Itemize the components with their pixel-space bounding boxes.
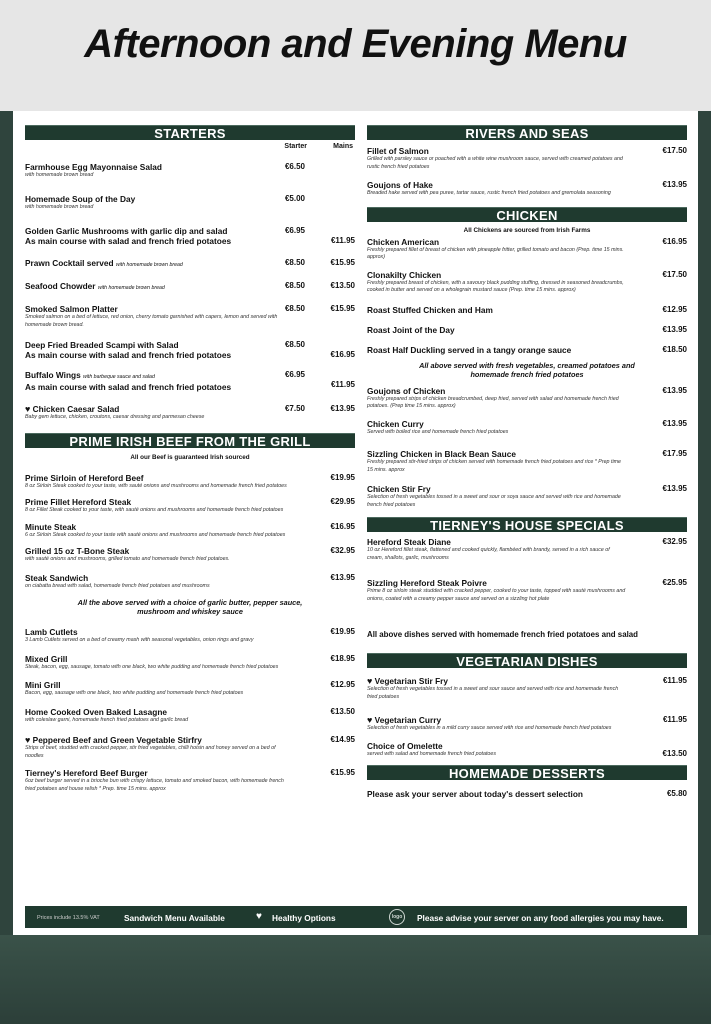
- specials-header: TIERNEY'S HOUSE SPECIALS: [367, 517, 687, 532]
- healthy-heart-icon: ♥: [367, 676, 373, 686]
- right-column: [367, 125, 687, 799]
- menu-item: Chicken Curry Served with boiled rice and homemade french fried potatoes €13.95: [367, 418, 687, 435]
- menu-item: Choice of Omelette served with salad and homemade french fried potatoes €13.50: [367, 740, 687, 758]
- menu-item: Steak Sandwich on ciabatta bread with salad, homemade french fried potatoes and mushrooms €13.95: [25, 572, 355, 589]
- healthy-heart-icon: ♥: [367, 715, 373, 725]
- menu-item: Hereford Steak Diane 10 oz Hereford fillet steak, flattened and cooked quickly, flambéed with brandy, served in a rich sauce of cream, shallots, garlic, mushrooms €32.95: [367, 537, 687, 561]
- menu-item: Prime Fillet Hereford Steak 8 oz Fillet Steak cooked to your taste, with sauté onions and mushrooms and homemade french fried potatoes €29.95: [25, 497, 355, 513]
- sandwich-menu-note: Sandwich Menu Available: [124, 913, 225, 923]
- menu-item: Chicken American Freshly prepared fillet of breast of chicken with pineapple fritter, grilled tomato and bacon (Prep. time 15 mins. approx) €16.95: [367, 236, 687, 260]
- healthy-heart-icon: ♥: [25, 735, 31, 745]
- left-column: [25, 125, 355, 793]
- menu-item: Minute Steak 6 oz Sirloin Steak cooked to your taste with sauté onions and mushrooms and homemade french fried potatoes €16.95: [25, 521, 355, 538]
- menu-item: Roast Stuffed Chicken and Ham €12.95: [367, 304, 687, 315]
- bottom-band: [0, 935, 711, 1024]
- menu-card: [13, 111, 698, 935]
- healthy-options-note: Healthy Options: [272, 913, 336, 923]
- menu-item: Mixed Grill Steak, bacon, egg, sausage, tomato with one black, two white pudding and homemade french fried potatoes €18.95: [25, 653, 355, 670]
- menu-item: Mini Grill Bacon, egg, sausage with one black, two white pudding and homemade french fried potatoes €12.95: [25, 680, 355, 696]
- chicken-header: CHICKEN: [367, 207, 687, 222]
- menu-item: ♥ Chicken Caesar Salad Baby gem lettuce, chicken, croutons, caesar dressing and parmesan cheese €7.50 €13.95: [25, 404, 355, 420]
- menu-item: Farmhouse Egg Mayonnaise Salad with homemade brown bread €6.50: [25, 162, 305, 178]
- page-title: Afternoon and Evening Menu: [84, 22, 627, 66]
- menu-item: Prawn Cocktail served with homemade brown bread €8.50 €15.95: [25, 258, 355, 268]
- menu-item: Grilled 15 oz T-Bone Steak with sauté onions and mushrooms, grilled tomato and homemade french fried potatoes. €32.95: [25, 546, 355, 562]
- menu-item: ♥ Vegetarian Curry Selection of fresh vegetables in a mild curry sauce served with rice and homemade french fried potatoes €11.95: [367, 715, 687, 731]
- menu-item: Clonakilty Chicken Freshly prepared breast of chicken, with a savoury black pudding stuffing, dressed in seasoned breadcrumbs, cooked in butter and served on a wholegrain mustard sauce (Prep. time 15 mins. approx) €17.50: [367, 269, 687, 293]
- menu-item: Deep Fried Breaded Scampi with Salad As main course with salad and french fried potatoes €8.50 €16.95: [25, 340, 355, 360]
- footer-strip: [25, 906, 687, 928]
- beef-note: All our Beef is guaranteed Irish sourced: [130, 453, 250, 461]
- menu-item: Tierney's Hereford Beef Burger 6oz beef burger served in a brioche bun with crispy lettuce, tomato and smoked bacon, with homemade french fried potatoes and house relish * Prep. time 15 mins. approx €15.95: [25, 768, 355, 792]
- menu-item: ♥ Peppered Beef and Green Vegetable Stirfry Strips of beef, studded with cracked pepper, stir fried vegetables, chilli hoisin and honey served on a bed of noodles €14.95: [25, 735, 355, 759]
- healthy-heart-icon: ♥: [25, 404, 31, 414]
- menu-item: Homemade Soup of the Day with homemade brown bread €5.00: [25, 193, 305, 210]
- menu-item: Goujons of Hake Breaded hake served with pea puree, tartar sauce, rustic french fried potatoes and gremolata seasoning €13.95: [367, 180, 687, 196]
- chicken-served-note: All above served with fresh vegetables, creamed potatoes and homemade french fried potatoes: [419, 360, 635, 379]
- vegetarian-header: VEGETARIAN DISHES: [367, 653, 687, 668]
- menu-item: Sizzling Chicken in Black Bean Sauce Freshly prepared stir-fried strips of chicken served with homemade french fried potatoes and rice * Prep time 15 mins. approx €17.95: [367, 449, 687, 473]
- allergy-note: Please advise your server on any food allergies you may have.: [417, 913, 664, 923]
- chicken-note: All Chickens are sourced from Irish Farms: [463, 226, 591, 234]
- menu-item: ♥ Vegetarian Stir Fry Selection of fresh vegetables tossed in a sweet and sour sauce and served with rice and homemade french fried potatoes €11.95: [367, 676, 687, 700]
- heart-icon: ♥: [256, 911, 262, 922]
- menu-item: Chicken Stir Fry Selection of fresh vegetables tossed in a sweet and sour or soya sauce and served with rice and homemade french fried potatoes €13.95: [367, 484, 687, 508]
- rivers-header: RIVERS AND SEAS: [367, 125, 687, 140]
- menu-item: Lamb Cutlets 3 Lamb Cutlets served on a bed of creamy mash with seasonal vegetables, onion rings and gravy €19.95: [25, 627, 355, 643]
- menu-item: Please ask your server about today's dessert selection €5.80: [367, 789, 687, 799]
- vat-note: Prices include 13.5% VAT: [37, 915, 100, 921]
- menu-item: Sizzling Hereford Steak Poivre Prime 8 oz sirloin steak studded with cracked pepper, cooked to your taste, topped with sauté mushrooms and onions, coated with a creamy pepper sauce and served on a sizzling hot plate €25.95: [367, 578, 687, 602]
- beef-header: PRIME IRISH BEEF FROM THE GRILL: [25, 433, 355, 448]
- specials-note: All above dishes served with homemade french fried potatoes and salad: [367, 630, 638, 639]
- mains-column-label: Mains: [333, 143, 353, 150]
- menu-item: Smoked Salmon Platter Smoked salmon on a bed of lettuce, red onion, cherry tomato garnished with capers, lemon and served with homemade brown bread. €8.50 €15.95: [25, 304, 355, 328]
- menu-item: Golden Garlic Mushrooms with garlic dip and salad As main course with salad and french fried potatoes €6.95 €11.95: [25, 226, 355, 246]
- menu-item: Roast Half Duckling served in a tangy orange sauce €18.50: [367, 344, 687, 355]
- menu-item: Buffalo Wings with barbeque sauce and salad As main course with salad and french fried potatoes €6.95 €11.95: [25, 370, 355, 392]
- menu-item: Goujons of Chicken Freshly prepared strips of chicken breadcrumbed, deep fried, served with salad and homemade french fried potatoes. (Prep time 15 mins. approx) €13.95: [367, 385, 687, 409]
- menu-item: Fillet of Salmon Grilled with parsley sauce or poached with a white wine mushroom sauce, served with creamed potatoes and rustic french fried potatoes €17.50: [367, 146, 687, 170]
- desserts-header: HOMEMADE DESSERTS: [367, 765, 687, 780]
- starter-column-label: Starter: [284, 143, 307, 150]
- menu-item: Seafood Chowder with homemade brown bread €8.50 €13.50: [25, 281, 355, 291]
- menu-item: Roast Joint of the Day €13.95: [367, 324, 687, 335]
- price-column-headers: [25, 140, 355, 154]
- menu-item: Home Cooked Oven Baked Lasagne with coleslaw garni, homemade french fried potatoes and garlic bread €13.50: [25, 706, 355, 723]
- menu-item: Prime Sirloin of Hereford Beef 8 oz Sirloin Steak cooked to your taste, with sauté onions and mushrooms and homemade french fried potatoes €19.95: [25, 472, 355, 489]
- sauce-choice-note: All the above served with a choice of garlic butter, pepper sauce, mushroom and whiskey sauce: [77, 598, 303, 616]
- starters-header: STARTERS: [25, 125, 355, 140]
- restaurant-logo-icon: logo: [389, 909, 405, 925]
